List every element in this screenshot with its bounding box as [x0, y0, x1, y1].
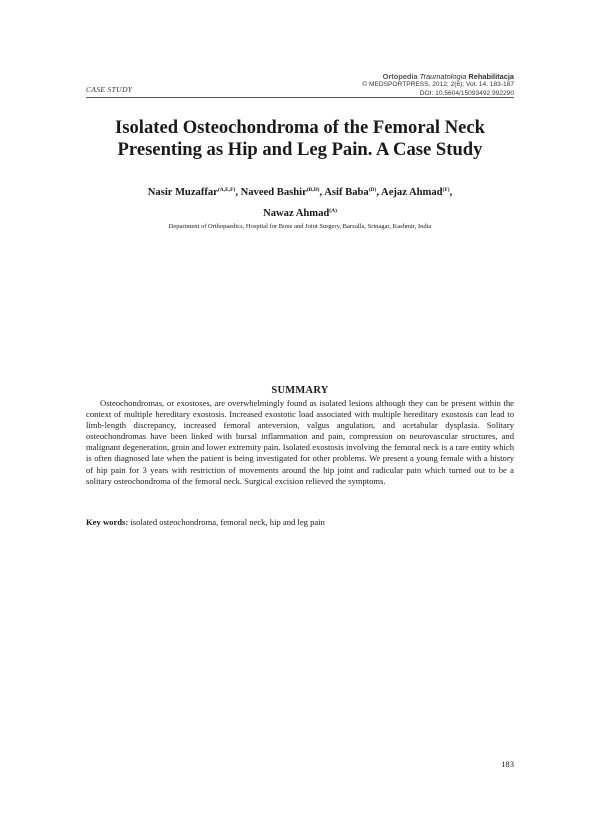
author-roles: (B,D) [306, 187, 320, 193]
keywords [86, 517, 514, 527]
journal-citation: © MEDSPORTPRESS, 2012; 2(6); Vol. 14, 183-187 [362, 81, 514, 89]
author-affiliation: Department of Orthopaedics, Hospital for Bone and Joint Surgery, Barzalla, Srinagar, Kashmir, India [168, 223, 432, 230]
author-name: Aejaz Ahmad [381, 187, 443, 198]
journal-name-ortopedia: Ortopedia [382, 72, 418, 81]
journal-info [362, 73, 514, 98]
author-list [86, 181, 514, 223]
author-separator: , [235, 187, 241, 198]
summary-body: Osteochondromas, or exostoses, are overwhelmingly found as isolated lesions although they can be present within the context of multiple hereditary exostosis. Increased exostotic load associated with multiple hereditary exostosis can lead to limb-length discrepancy, increased femoral anteversion, valgus angulation, and acetabular dysplasia. Solitary osteochondromas have been linked with bursal inflammation and pain, compression on neurovascular structures, and malignant degeneration, groin and lower extremity pain. Isolated exostosis involving the femoral neck is a rare entity which is often diagnosed late when the patient is being investigated for other problems. We present a young female with a history of hip pain for 3 years with restriction of movements around the hip joint and radicular pain which turned out to be a solitary osteochondroma of the femoral neck. Surgical excision relieved the symptoms. [86, 398, 514, 486]
author-name: Nawaz Ahmad [263, 208, 330, 219]
author-roles: (D) [368, 187, 377, 193]
journal-doi: DOI: 10.5604/15093492.992290 [419, 89, 514, 97]
author-separator: , [376, 187, 382, 198]
author-name: Naveed Bashir [240, 187, 307, 198]
author-roles: (F) [442, 187, 450, 193]
header-divider [86, 97, 514, 98]
article-title: Isolated Osteochondroma of the Femoral Neck Presenting as Hip and Leg Pain. A Case Study [115, 117, 485, 160]
author-roles: (A,E,F) [217, 187, 236, 193]
summary-heading: SUMMARY [271, 385, 329, 396]
author-name: Nasir Muzaffar [147, 187, 218, 198]
author-separator: , [449, 187, 453, 198]
journal-name-traumatologia: Traumatologia [419, 72, 467, 81]
journal-name-rehabilitacja: Rehabilitacja [468, 72, 514, 81]
section-label: CASE STUDY [86, 85, 133, 94]
page-number: 183 [501, 759, 514, 769]
keywords-text: isolated osteochondroma, femoral neck, hip and leg pain [130, 517, 325, 527]
author-roles: (A) [329, 208, 337, 214]
author-separator: , [319, 187, 325, 198]
author-name: Asif Baba [324, 187, 369, 198]
keywords-label: Key words: [86, 517, 129, 527]
